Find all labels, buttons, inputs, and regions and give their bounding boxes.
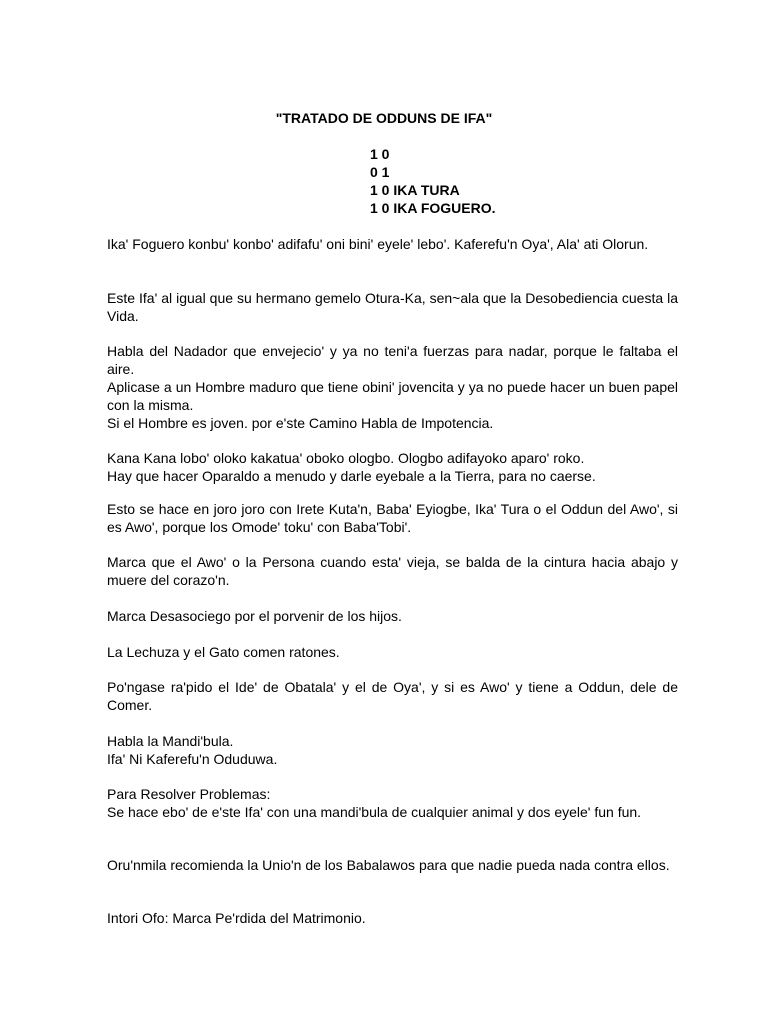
paragraph [107,449,678,485]
paragraph [107,500,678,536]
document-title: "TRATADO DE ODDUNS DE IFA" [275,110,493,126]
odu-code-line: 1 0 IKA FOGUERO. [370,200,496,216]
odu-code-line: 1 0 [370,146,390,162]
paragraph [107,856,678,874]
paragraph-line: Marca que el Awo' o la Persona cuando esta' vieja, se balda de la cintura hacia abajo y muere del corazo'n. [107,554,678,588]
paragraph [107,553,678,589]
paragraph-line: Aplicase a un Hombre maduro que tiene obini' jovencita y ya no puede hacer un buen papel con la misma. [107,379,678,413]
paragraph-line: Habla del Nadador que envejecio' y ya no teni'a fuerzas para nadar, porque le faltaba el aire. [107,343,678,377]
odu-code-line: 1 0 IKA TURA [370,182,460,198]
paragraph-line: Marca Desasociego por el porvenir de los hijos. [107,608,402,624]
paragraph [107,785,678,821]
paragraph [107,732,678,768]
paragraph-line: Kana Kana lobo' oloko kakatua' oboko ologbo. Ologbo adifayoko aparo' roko. [107,450,585,466]
paragraph [107,678,678,714]
paragraph-line: Ika' Foguero konbu' konbo' adifafu' oni bini' eyele' lebo'. Kaferefu'n Oya', Ala' ati Olorun. [107,236,649,252]
paragraph [107,909,678,927]
paragraph-line: Este Ifa' al igual que su hermano gemelo Otura-Ka, sen~ala que la Desobediencia cuesta la Vida. [107,290,678,324]
paragraph-line: Intori Ofo: Marca Pe'rdida del Matrimonio. [107,910,366,926]
paragraph-line: Hay que hacer Oparaldo a menudo y darle eyebale a la Tierra, para no caerse. [107,468,596,484]
paragraph-line: Si el Hombre es joven. por e'ste Camino Habla de Impotencia. [107,415,494,431]
paragraph-line: Se hace ebo' de e'ste Ifa' con una mandi'bula de cualquier animal y dos eyele' fun fun. [107,804,642,820]
paragraph-line: Po'ngase ra'pido el Ide' de Obatala' y el de Oya', y si es Awo' y tiene a Oddun, dele de Comer. [107,679,678,713]
odu-code-line: 0 1 [370,164,390,180]
paragraph [107,643,678,661]
paragraph-line: La Lechuza y el Gato comen ratones. [107,644,340,660]
paragraph-line: Para Resolver Problemas: [107,786,271,802]
paragraph-line: Esto se hace en joro joro con Irete Kuta'n, Baba' Eyiogbe, Ika' Tura o el Oddun del Awo', si es Awo', porque los Omode' toku' con Baba'Tobi'. [107,501,678,535]
paragraph [107,607,678,625]
paragraph [107,342,678,432]
paragraph-line: Habla la Mandi'bula. [107,733,234,749]
paragraph-line: Oru'nmila recomienda la Unio'n de los Babalawos para que nadie pueda nada contra ellos. [107,857,670,873]
paragraph [107,289,678,325]
paragraph-line: Ifa' Ni Kaferefu'n Oduduwa. [107,751,278,767]
paragraph [107,235,678,253]
